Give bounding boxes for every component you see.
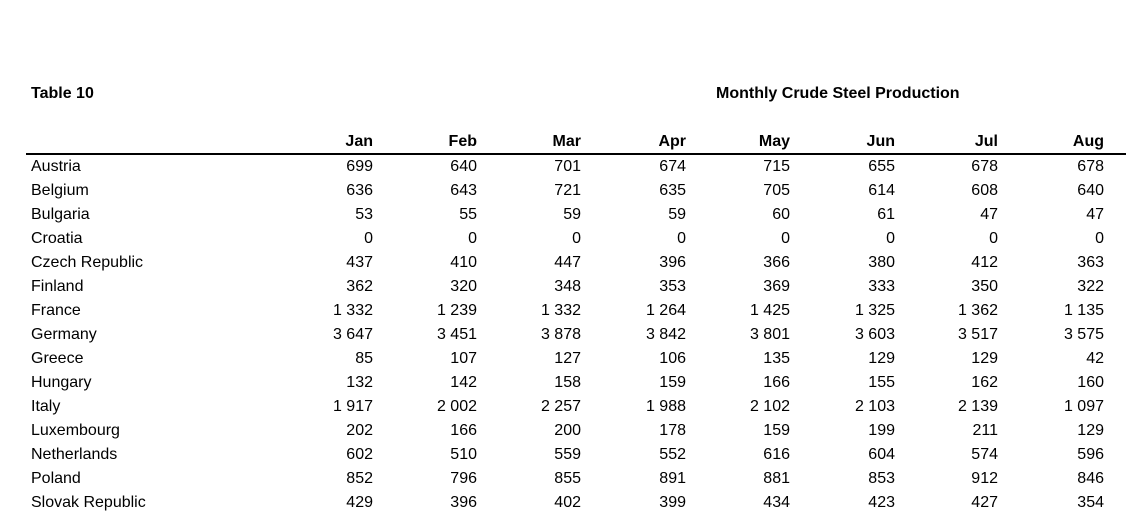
row-spacer-cell [1104, 419, 1126, 443]
value-cell-apr: 1 264 [645, 302, 686, 319]
column-header-feb: Feb [373, 130, 477, 154]
value-cell-jul: 678 [971, 158, 998, 175]
table-number-label: Table 10 [31, 85, 94, 102]
value-cell-may: 715 [763, 158, 790, 175]
value-cell-may: 616 [763, 446, 790, 463]
value-cell-aug: 363 [1077, 254, 1104, 271]
value-cell-mar: 402 [554, 494, 581, 511]
value-cell-jul: 574 [971, 446, 998, 463]
value-cell-jul: 47 [980, 206, 998, 223]
value-cell-may: 881 [763, 470, 790, 487]
value-cell-may: 369 [763, 278, 790, 295]
value-cell-apr: 399 [659, 494, 686, 511]
value-cell-jan: 699 [346, 158, 373, 175]
value-cell-aug: 160 [1077, 374, 1104, 391]
value-cell-aug: 640 [1077, 182, 1104, 199]
row-spacer-cell [1104, 203, 1126, 227]
table-row [26, 227, 1126, 251]
table-row [26, 179, 1126, 203]
column-header-country [26, 130, 269, 154]
value-cell-jun: 199 [868, 422, 895, 439]
value-cell-jan: 3 647 [332, 326, 373, 343]
value-cell-aug: 129 [1077, 422, 1104, 439]
value-cell-jan: 429 [346, 494, 373, 511]
value-cell-jun: 61 [877, 206, 895, 223]
value-cell-jan: 636 [346, 182, 373, 199]
value-cell-apr: 0 [677, 230, 686, 247]
table-title: Monthly Crude Steel Production [716, 85, 960, 102]
value-cell-mar: 721 [554, 182, 581, 199]
value-cell-jun: 423 [868, 494, 895, 511]
column-header-spacer [1104, 130, 1126, 154]
value-cell-may: 366 [763, 254, 790, 271]
value-cell-aug: 0 [1095, 230, 1104, 247]
value-cell-jul: 912 [971, 470, 998, 487]
value-cell-aug: 678 [1077, 158, 1104, 175]
country-cell: Belgium [31, 182, 89, 199]
table-row [26, 299, 1126, 323]
value-cell-may: 2 102 [749, 398, 790, 415]
row-spacer-cell [1104, 275, 1126, 299]
value-cell-may: 0 [781, 230, 790, 247]
value-cell-feb: 0 [468, 230, 477, 247]
value-cell-jul: 162 [971, 374, 998, 391]
row-spacer-cell [1104, 371, 1126, 395]
table-header [26, 130, 1126, 154]
value-cell-jan: 1 332 [332, 302, 373, 319]
value-cell-feb: 166 [450, 422, 477, 439]
value-cell-aug: 846 [1077, 470, 1104, 487]
value-cell-may: 3 801 [749, 326, 790, 343]
country-cell: Germany [31, 326, 97, 343]
value-cell-jun: 333 [868, 278, 895, 295]
value-cell-jun: 604 [868, 446, 895, 463]
value-cell-jun: 655 [868, 158, 895, 175]
value-cell-jul: 412 [971, 254, 998, 271]
value-cell-apr: 106 [659, 350, 686, 367]
value-cell-mar: 559 [554, 446, 581, 463]
value-cell-aug: 596 [1077, 446, 1104, 463]
country-cell: Hungary [31, 374, 92, 391]
value-cell-jun: 2 103 [854, 398, 895, 415]
value-cell-jun: 853 [868, 470, 895, 487]
value-cell-feb: 142 [450, 374, 477, 391]
value-cell-aug: 42 [1086, 350, 1104, 367]
country-cell: Finland [31, 278, 84, 295]
value-cell-apr: 1 988 [645, 398, 686, 415]
country-cell: Italy [31, 398, 61, 415]
value-cell-apr: 635 [659, 182, 686, 199]
country-cell: Bulgaria [31, 206, 90, 223]
value-cell-mar: 855 [554, 470, 581, 487]
value-cell-may: 159 [763, 422, 790, 439]
country-cell: Luxembourg [31, 422, 120, 439]
value-cell-may: 1 425 [749, 302, 790, 319]
value-cell-mar: 158 [554, 374, 581, 391]
value-cell-feb: 2 002 [436, 398, 477, 415]
country-cell: Greece [31, 350, 84, 367]
row-spacer-cell [1104, 299, 1126, 323]
value-cell-aug: 3 575 [1063, 326, 1104, 343]
country-cell: Poland [31, 470, 81, 487]
value-cell-feb: 3 451 [436, 326, 477, 343]
row-spacer-cell [1104, 395, 1126, 419]
value-cell-feb: 396 [450, 494, 477, 511]
table-row [26, 154, 1126, 179]
column-header-apr: Apr [581, 130, 686, 154]
table-row [26, 323, 1126, 347]
value-cell-may: 705 [763, 182, 790, 199]
value-cell-feb: 320 [450, 278, 477, 295]
table-row [26, 347, 1126, 371]
country-cell: Austria [31, 158, 81, 175]
row-spacer-cell [1104, 323, 1126, 347]
value-cell-apr: 59 [668, 206, 686, 223]
value-cell-feb: 55 [459, 206, 477, 223]
value-cell-apr: 353 [659, 278, 686, 295]
value-cell-aug: 47 [1086, 206, 1104, 223]
row-spacer-cell [1104, 443, 1126, 467]
value-cell-jan: 437 [346, 254, 373, 271]
value-cell-aug: 1 135 [1063, 302, 1104, 319]
value-cell-jan: 202 [346, 422, 373, 439]
value-cell-feb: 640 [450, 158, 477, 175]
value-cell-may: 60 [772, 206, 790, 223]
value-cell-jul: 427 [971, 494, 998, 511]
value-cell-mar: 348 [554, 278, 581, 295]
value-cell-mar: 701 [554, 158, 581, 175]
row-spacer-cell [1104, 154, 1126, 179]
value-cell-may: 434 [763, 494, 790, 511]
column-header-may: May [686, 130, 790, 154]
row-spacer-cell [1104, 251, 1126, 275]
table-row [26, 395, 1126, 419]
value-cell-aug: 322 [1077, 278, 1104, 295]
value-cell-mar: 2 257 [540, 398, 581, 415]
value-cell-mar: 200 [554, 422, 581, 439]
value-cell-feb: 643 [450, 182, 477, 199]
column-header-jul: Jul [895, 130, 998, 154]
value-cell-jan: 1 917 [332, 398, 373, 415]
country-cell: France [31, 302, 81, 319]
value-cell-jun: 129 [868, 350, 895, 367]
value-cell-jan: 0 [364, 230, 373, 247]
value-cell-may: 166 [763, 374, 790, 391]
value-cell-mar: 1 332 [540, 302, 581, 319]
country-cell: Slovak Republic [31, 494, 146, 511]
table-row [26, 467, 1126, 491]
value-cell-jul: 3 517 [957, 326, 998, 343]
value-cell-jan: 852 [346, 470, 373, 487]
column-header-aug: Aug [998, 130, 1104, 154]
value-cell-apr: 674 [659, 158, 686, 175]
table-row [26, 203, 1126, 227]
column-header-mar: Mar [477, 130, 581, 154]
value-cell-mar: 3 878 [540, 326, 581, 343]
value-cell-jun: 380 [868, 254, 895, 271]
value-cell-mar: 0 [572, 230, 581, 247]
value-cell-feb: 410 [450, 254, 477, 271]
table-row [26, 419, 1126, 443]
value-cell-apr: 159 [659, 374, 686, 391]
row-spacer-cell [1104, 467, 1126, 491]
value-cell-jan: 53 [355, 206, 373, 223]
column-header-jan: Jan [269, 130, 373, 154]
country-cell: Netherlands [31, 446, 118, 463]
table-body [26, 154, 1126, 515]
value-cell-jul: 350 [971, 278, 998, 295]
value-cell-jan: 85 [355, 350, 373, 367]
value-cell-jul: 129 [971, 350, 998, 367]
value-cell-jun: 1 325 [854, 302, 895, 319]
value-cell-jul: 0 [989, 230, 998, 247]
value-cell-apr: 396 [659, 254, 686, 271]
table-row [26, 251, 1126, 275]
row-spacer-cell [1104, 179, 1126, 203]
value-cell-apr: 178 [659, 422, 686, 439]
row-spacer-cell [1104, 227, 1126, 251]
table-row [26, 371, 1126, 395]
country-cell: Croatia [31, 230, 83, 247]
value-cell-jun: 614 [868, 182, 895, 199]
value-cell-jun: 3 603 [854, 326, 895, 343]
value-cell-feb: 796 [450, 470, 477, 487]
value-cell-mar: 127 [554, 350, 581, 367]
value-cell-jan: 602 [346, 446, 373, 463]
value-cell-feb: 107 [450, 350, 477, 367]
value-cell-mar: 447 [554, 254, 581, 271]
row-spacer-cell [1104, 491, 1126, 515]
value-cell-aug: 354 [1077, 494, 1104, 511]
table-row [26, 443, 1126, 467]
value-cell-jan: 362 [346, 278, 373, 295]
value-cell-jul: 608 [971, 182, 998, 199]
value-cell-jul: 2 139 [957, 398, 998, 415]
value-cell-may: 135 [763, 350, 790, 367]
value-cell-feb: 510 [450, 446, 477, 463]
value-cell-mar: 59 [563, 206, 581, 223]
table-row [26, 275, 1126, 299]
steel-production-table [26, 130, 1126, 515]
header-row [26, 130, 1126, 154]
value-cell-apr: 3 842 [645, 326, 686, 343]
country-cell: Czech Republic [31, 254, 144, 271]
table-row [26, 491, 1126, 515]
value-cell-jun: 0 [886, 230, 895, 247]
value-cell-jun: 155 [868, 374, 895, 391]
value-cell-aug: 1 097 [1063, 398, 1104, 415]
value-cell-apr: 552 [659, 446, 686, 463]
value-cell-jul: 211 [972, 422, 998, 439]
value-cell-apr: 891 [659, 470, 686, 487]
value-cell-jul: 1 362 [957, 302, 998, 319]
column-header-jun: Jun [790, 130, 895, 154]
row-spacer-cell [1104, 347, 1126, 371]
value-cell-feb: 1 239 [436, 302, 477, 319]
value-cell-jan: 132 [346, 374, 373, 391]
